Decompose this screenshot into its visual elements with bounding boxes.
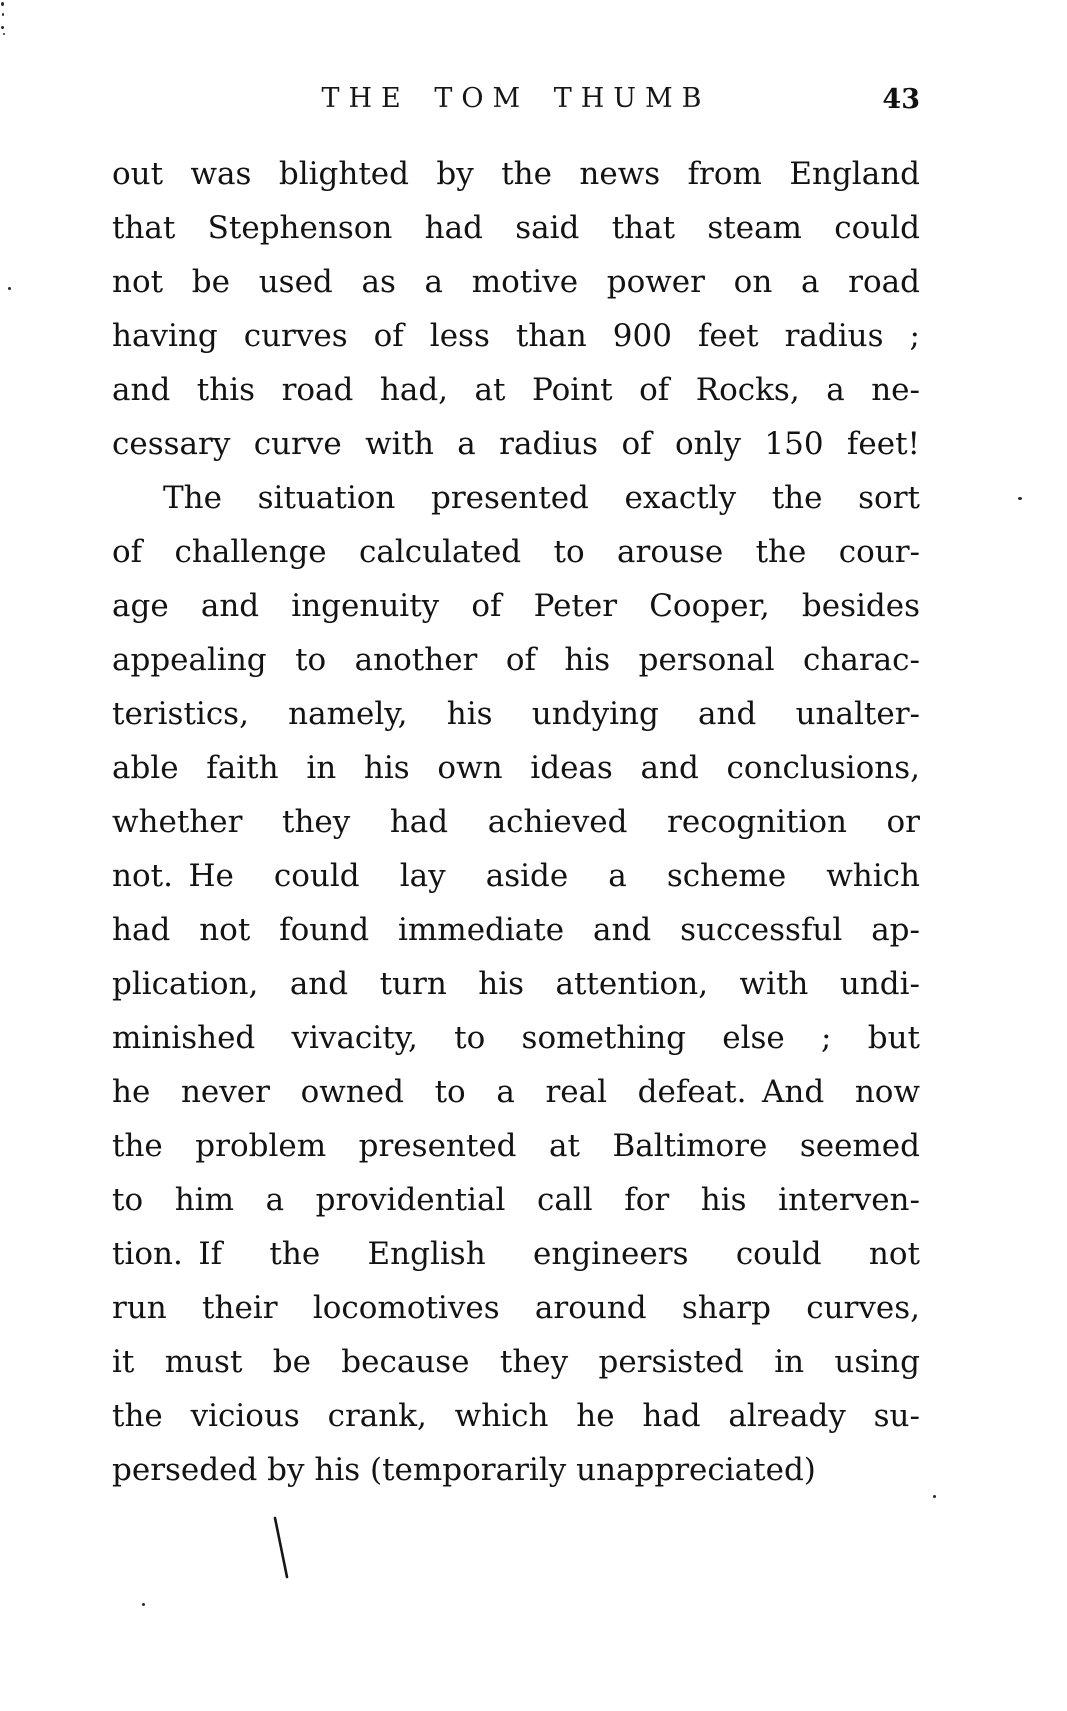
text-line: not. He could lay aside a scheme which xyxy=(112,858,920,894)
text-line: The situation presented exactly the sort xyxy=(163,480,920,516)
text-line: had not found immediate and successful ap- xyxy=(112,912,920,948)
text-line: he never owned to a real defeat. And now xyxy=(112,1074,920,1110)
page-number: 43 xyxy=(882,84,920,115)
running-title: THE TOM THUMB xyxy=(321,83,711,114)
page-header xyxy=(112,84,920,118)
text-line: whether they had achieved recognition or xyxy=(112,804,920,840)
text-line: cessary curve with a radius of only 150 feet! xyxy=(112,426,920,462)
text-line: minished vivacity, to something else ; but xyxy=(112,1020,920,1056)
text-line: perseded by his (temporarily unappreciated) xyxy=(112,1452,816,1488)
text-line: out was blighted by the news from England xyxy=(112,156,920,192)
text-line: the vicious crank, which he had already su- xyxy=(112,1398,920,1434)
scan-speck xyxy=(1,2,4,6)
scan-speck xyxy=(8,287,11,290)
text-line: to him a providential call for his interven- xyxy=(112,1182,920,1218)
scan-speck xyxy=(3,33,5,35)
scan-speck xyxy=(1,26,4,29)
text-line: it must be because they persisted in using xyxy=(112,1344,920,1380)
text-line: able faith in his own ideas and conclusions, xyxy=(112,750,920,786)
text-line: plication, and turn his attention, with undi- xyxy=(112,966,920,1002)
text-line: not be used as a motive power on a road xyxy=(112,264,920,300)
scan-speck xyxy=(933,1495,936,1498)
text-line: tion. If the English engineers could not xyxy=(112,1236,920,1272)
scan-speck xyxy=(142,1603,145,1606)
text-line: of challenge calculated to arouse the cour- xyxy=(112,534,920,570)
text-line: the problem presented at Baltimore seemed xyxy=(112,1128,920,1164)
text-line: having curves of less than 900 feet radius ; xyxy=(112,318,920,354)
text-line: and this road had, at Point of Rocks, a ne- xyxy=(112,372,920,408)
scan-speck xyxy=(2,13,4,16)
text-line: appealing to another of his personal charac- xyxy=(112,642,920,678)
text-line: that Stephenson had said that steam could xyxy=(112,210,920,246)
text-line: run their locomotives around sharp curves, xyxy=(112,1290,920,1326)
text-line: teristics, namely, his undying and unalter- xyxy=(112,696,920,732)
text-line: age and ingenuity of Peter Cooper, besides xyxy=(112,588,920,624)
page-body xyxy=(112,147,920,1497)
scan-speck xyxy=(1018,497,1022,500)
